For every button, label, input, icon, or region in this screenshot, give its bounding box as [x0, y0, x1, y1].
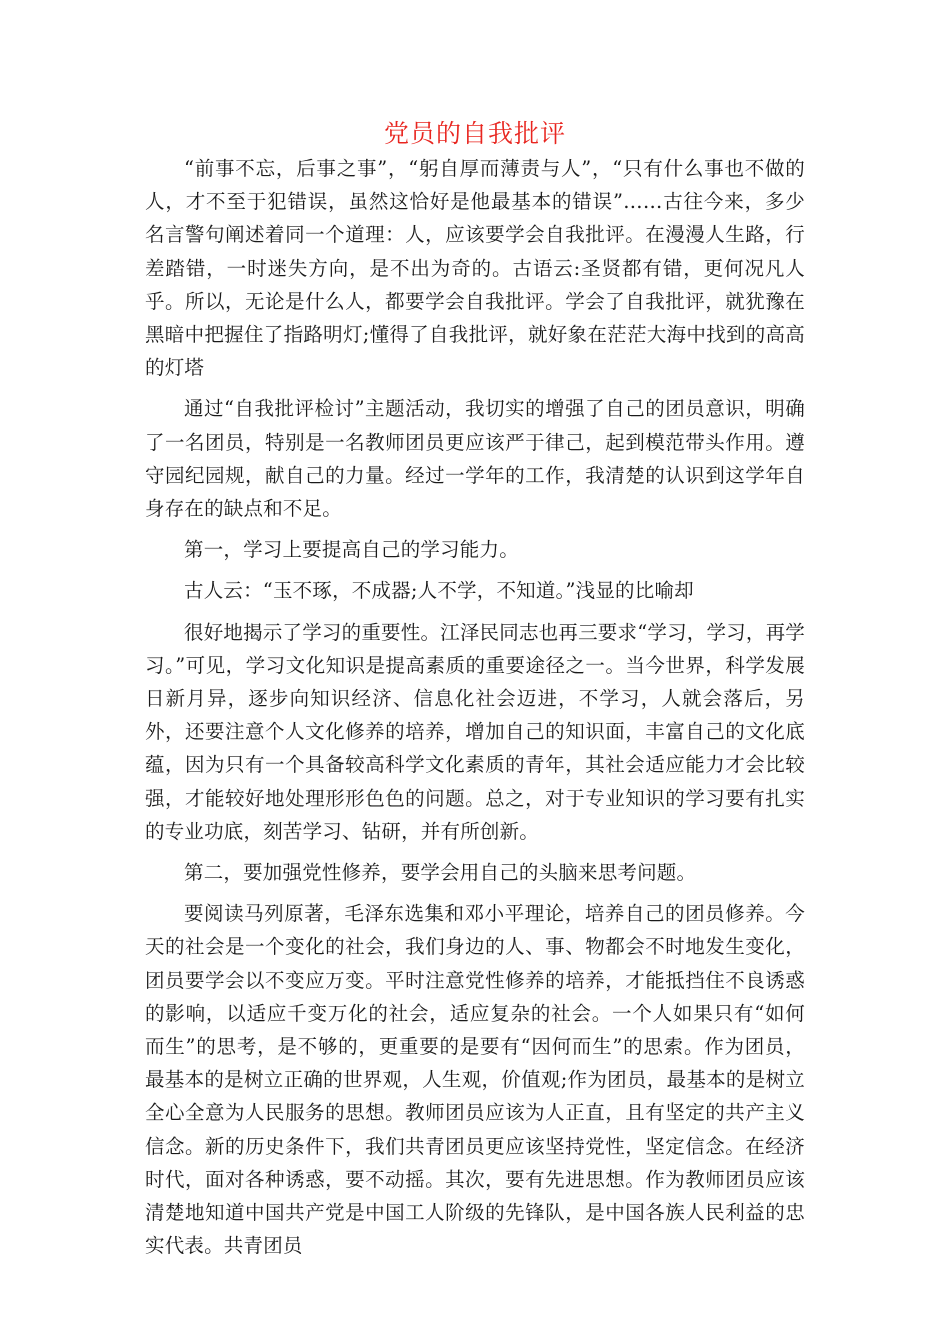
paragraph-intro: “前事不忘，后事之事”，“躬自厚而薄责与人”，“只有什么事也不做的人，才不至于犯错误，虽然这恰好是他最基本的错误”……古往今来，多少名言警句阐述着同一个道理：人，应该要学会自我批评。在漫漫人生路，行差踏错，一时迷失方向，是不出为奇的。古语云:圣贤都有错，更何况凡人乎。所以，无论是什么人，都要学会自我批评。学会了自我批评，就犹豫在黑暗中把握住了指路明灯;懂得了自我批评，就好象在茫茫大海中找到的高高的灯塔 — [145, 157, 805, 380]
paragraph-learning: 很好地揭示了学习的重要性。江泽民同志也再三要求“学习，学习，再学习。”可见，学习文化知识是提高素质的重要途径之一。当今世界，科学发展日新月异，逐步向知识经济、信息化社会迈进，不学习，人就会落后，另外，还要注意个人文化修养的培养，增加自己的知识面，丰富自己的文化底蕴，因为只有一个具备较高科学文化素质的青年，其社会适应能力才会比较强，才能较好地处理形形色色的问题。总之，对于专业知识的学习要有扎实的专业功底，刻苦学习、钻研，并有所创新。 — [145, 620, 805, 843]
document-title: 党员的自我批评 — [383, 119, 566, 148]
paragraph-point-one: 第一，学习上要提高自己的学习能力。 — [184, 538, 519, 562]
paragraph-cultivation: 要阅读马列原著，毛泽东选集和邓小平理论，培养自己的团员修养。今天的社会是一个变化的社会，我们身边的人、事、物都会不时地发生变化，团员要学会以不变应万变。平时注意党性修养的培养，才能抵挡住不良诱惑的影响，以适应千变万化的社会，适应复杂的社会。一个人如果只有“如何而生”的思考，是不够的，更重要的是要有“因何而生”的思索。作为团员，最基本的是树立正确的世界观，人生观，价值观;作为团员，最基本的是树立全心全意为人民服务的思想。教师团员应该为人正直，且有坚定的共产主义信念。新的历史条件下，我们共青团员更应该坚持党性，坚定信念。在经济时代，面对各种诱惑，要不动摇。其次，要有先进思想。作为教师团员应该清楚地知道中国共产党是中国工人阶级的先锋队，是中国各族人民利益的忠实代表。共青团员 — [145, 902, 805, 1258]
paragraph-quote: 古人云：“玉不琢，不成器;人不学，不知道。”浅显的比喻却 — [184, 579, 694, 603]
paragraph-point-two: 第二，要加强党性修养，要学会用自己的头脑来思考问题。 — [184, 861, 697, 885]
paragraph-activity: 通过“自我批评检讨”主题活动，我切实的增强了自己的团员意识，明确了一名团员，特别是一名教师团员更应该严于律己，起到模范带头作用。遵守园纪园规，献自己的力量。经过一学年的工作，我清楚的认识到这学年自身存在的缺点和不足。 — [145, 397, 805, 521]
document-body — [145, 152, 805, 1263]
